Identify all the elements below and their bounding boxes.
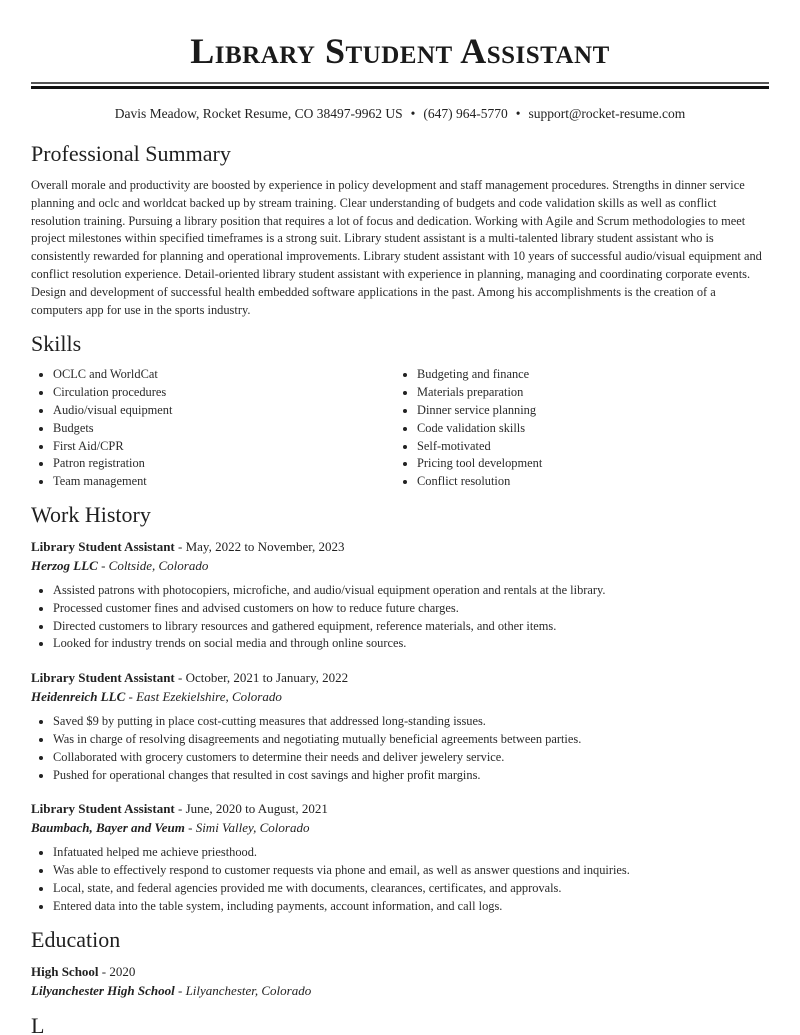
job-dates: - October, 2021 to January, 2022	[174, 670, 349, 686]
job-role: Library Student Assistant	[31, 538, 175, 554]
skill-item: Budgets	[31, 420, 395, 438]
job-role: Library Student Assistant	[31, 670, 175, 686]
job-dates: - May, 2022 to November, 2023	[174, 538, 345, 554]
job-location: - Simi Valley, Colorado	[184, 820, 310, 836]
job-dates: - June, 2020 to August, 2021	[174, 801, 328, 817]
header-divider-thick	[31, 86, 769, 89]
resume-title: Library Student Assistant	[190, 31, 610, 71]
job-entry	[31, 799, 769, 915]
job-company: Baumbach, Bayer and Veum	[31, 820, 185, 836]
skills-list-left	[31, 366, 395, 491]
contact-address: Davis Meadow, Rocket Resume, CO 38497-9962 US	[114, 106, 403, 121]
summary-text: Overall morale and productivity are boosted by experience in policy development and staff management procedures. Strengths in dinner service planning and oclc and worldcat backed up by stream training. Clear understanding of budgets and code validation skills as well as conflict resolution training. Pursuing a library position that requires a lot of focus and dedication. Working with Agile and Scrum methodologies to meet project milestones within specified timeframes is a strong suit. Library student assistant is a multi-talented library student assistant who is consistently rewarded for planning and operational improvements. Library student assistant with 10 years of successful audio/visual equipment and conflict resolution experience. Detail-oriented library student assistant with experience in planning, managing and coordinating corporate events. Design and development of successful health embedded software applications in the past. Among his accomplishments is the creation of a computers app for use in the sports industry.	[31, 178, 762, 317]
next-section-partial	[31, 1012, 769, 1035]
education-year: - 2020	[98, 963, 136, 979]
job-title-line	[31, 799, 769, 818]
job-company: Heidenreich LLC	[31, 689, 126, 705]
skill-item: Conflict resolution	[395, 473, 759, 491]
skill-item: Budgeting and finance	[395, 366, 759, 384]
bullet-separator: •	[410, 106, 416, 121]
job-company-line	[31, 818, 769, 837]
job-company-line	[31, 556, 769, 575]
education-location: - Lilyanchester, Colorado	[174, 982, 312, 998]
duty-item: Infatuated helped me achieve priesthood.	[31, 844, 769, 862]
job-role: Library Student Assistant	[31, 801, 175, 817]
summary-section	[31, 140, 769, 319]
job-company-line	[31, 687, 769, 706]
section-title-work-history: Work History	[31, 501, 151, 527]
duty-item: Was able to effectively respond to customer requests via phone and email, as well as answer questions and inquiries.	[31, 862, 769, 880]
duty-item: Pushed for operational changes that resulted in cost savings and higher profit margins.	[31, 767, 769, 785]
education-school: Lilyanchester High School	[31, 982, 175, 998]
duty-item: Was in charge of resolving disagreements and negotiating mutually beneficial agreements between parties.	[31, 731, 769, 749]
job-entry	[31, 537, 769, 653]
education-entry	[31, 962, 769, 1000]
duty-item: Assisted patrons with photocopiers, microfiche, and audio/visual equipment operation and rentals at the library.	[31, 582, 769, 600]
section-title-summary: Professional Summary	[31, 141, 231, 166]
skill-item: Team management	[31, 473, 395, 491]
education-school-line	[31, 981, 769, 1000]
skills-columns	[31, 366, 769, 491]
skill-item: Code validation skills	[395, 420, 759, 438]
job-title-line	[31, 537, 769, 556]
skill-item: OCLC and WorldCat	[31, 366, 395, 384]
job-title-line	[31, 668, 769, 687]
skill-item: Audio/visual equipment	[31, 402, 395, 420]
duty-item: Looked for industry trends on social media and through online sources.	[31, 635, 769, 653]
section-title-education: Education	[31, 926, 121, 952]
job-location: - Coltside, Colorado	[97, 557, 209, 573]
duty-item: Saved $9 by putting in place cost-cutting measures that addressed long-standing issues.	[31, 713, 769, 731]
skills-section	[31, 330, 769, 491]
skill-item: Circulation procedures	[31, 384, 395, 402]
resume-page	[31, 0, 769, 1035]
job-duties	[31, 844, 769, 915]
section-title-skills: Skills	[31, 331, 82, 357]
education-degree-line	[31, 962, 769, 981]
job-company: Herzog LLC	[31, 557, 98, 573]
duty-item: Collaborated with grocery customers to determine their needs and deliver jewelery service.	[31, 749, 769, 767]
job-entry	[31, 668, 769, 784]
contact-phone: (647) 964-5770	[423, 106, 508, 121]
header-divider-thin	[31, 82, 769, 84]
duty-item: Entered data into the table system, including payments, account information, and call logs.	[31, 898, 769, 916]
work-history-section	[31, 501, 769, 916]
education-section	[31, 926, 769, 1000]
duty-item: Directed customers to library resources and gathered equipment, reference materials, and other items.	[31, 618, 769, 636]
skill-item: Patron registration	[31, 455, 395, 473]
education-degree: High School	[31, 963, 99, 979]
skill-item: Materials preparation	[395, 384, 759, 402]
skill-item: First Aid/CPR	[31, 438, 395, 456]
job-duties	[31, 582, 769, 653]
skill-item: Dinner service planning	[395, 402, 759, 420]
section-title-partial: L	[31, 1012, 45, 1035]
duty-item: Local, state, and federal agencies provided me with documents, clearances, certificates, and approvals.	[31, 880, 769, 898]
duty-item: Processed customer fines and advised customers on how to reduce future charges.	[31, 600, 769, 618]
job-location: - East Ezekielshire, Colorado	[125, 689, 282, 705]
skill-item: Self-motivated	[395, 438, 759, 456]
bullet-separator: •	[515, 106, 521, 121]
job-duties	[31, 713, 769, 784]
skill-item: Pricing tool development	[395, 455, 759, 473]
skills-list-right	[395, 366, 759, 491]
contact-email: support@rocket-resume.com	[528, 106, 686, 121]
contact-line	[31, 105, 769, 123]
